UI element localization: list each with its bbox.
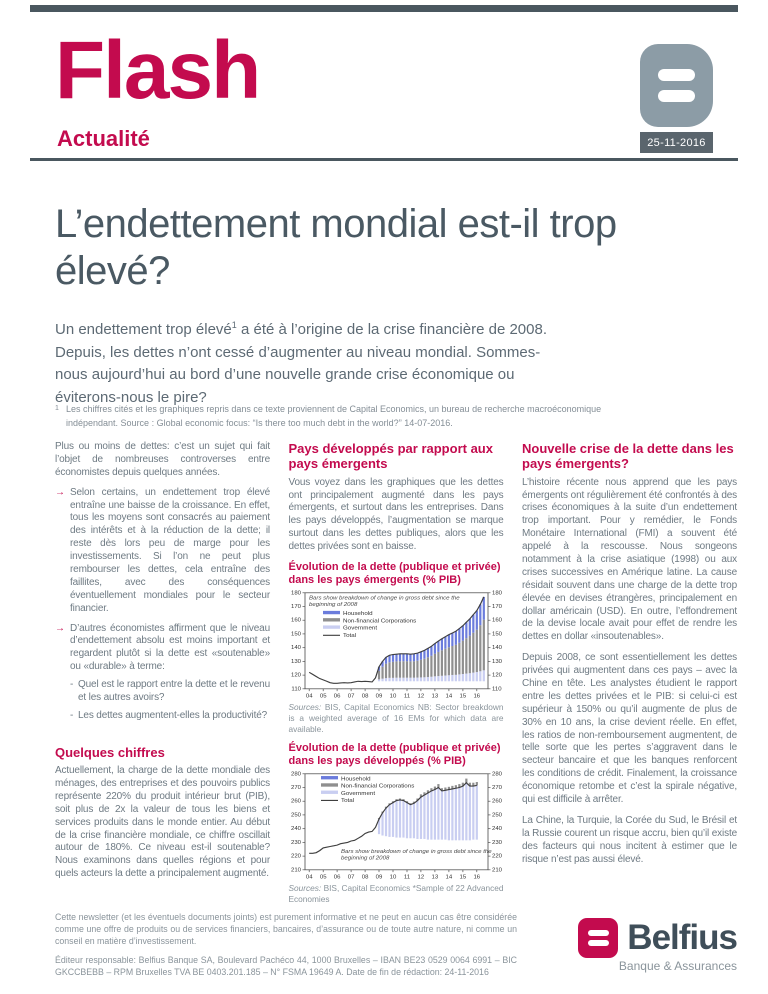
- svg-text:06: 06: [333, 694, 340, 700]
- svg-text:09: 09: [375, 694, 382, 700]
- svg-text:Total: Total: [340, 798, 354, 805]
- svg-text:06: 06: [333, 874, 340, 881]
- svg-text:280: 280: [491, 771, 502, 778]
- svg-text:Total: Total: [342, 633, 356, 640]
- svg-text:15: 15: [459, 874, 466, 881]
- equals-bar-icon: [588, 930, 609, 936]
- column-3: [522, 441, 737, 905]
- svg-text:230: 230: [290, 840, 301, 846]
- chart-title-developed: Évolution de la dette (publique et privée) dans les pays développés (% PIB): [288, 741, 501, 767]
- svg-text:280: 280: [290, 771, 301, 778]
- svg-text:210: 210: [290, 867, 301, 874]
- svg-text:15: 15: [459, 694, 466, 700]
- svg-text:150: 150: [491, 631, 502, 638]
- svg-text:16: 16: [472, 874, 480, 881]
- svg-text:09: 09: [375, 874, 382, 881]
- header-rule: [30, 158, 738, 161]
- section-heading-quelques-chiffres: Quelques chiffres: [55, 744, 165, 760]
- svg-text:230: 230: [491, 840, 502, 846]
- svg-text:270: 270: [290, 785, 301, 791]
- svg-text:16: 16: [472, 694, 480, 700]
- paragraph: Actuellement, la charge de la dette mondiale des ménages, des entreprises et des pouvoirs publics représente 220% du produit intérieur brut (PIB), soit plus de 2x la valeur de tous les biens et services produits dans le monde entier. Au début de la crise financière mondiale, ce chiffre oscillait autour de 180%. Ce niveau est-il soutenable? Nous examinons dans quelles régions et pour quels acteurs la dette a principalement augmenté.: [55, 765, 270, 880]
- page-footer: [55, 912, 737, 978]
- dash-bullet-icon: -: [70, 679, 74, 691]
- svg-text:150: 150: [290, 631, 301, 638]
- svg-text:220: 220: [491, 853, 502, 860]
- svg-text:07: 07: [347, 874, 354, 881]
- svg-text:Bars show breakdown of change: Bars show breakdown of change in gross debt since the: [308, 595, 460, 602]
- svg-text:10: 10: [389, 874, 396, 881]
- sources-label: Sources:: [288, 883, 322, 894]
- arrow-bullet: [55, 623, 270, 675]
- arrow-bullet-icon: →: [55, 622, 65, 634]
- footnote: [55, 403, 647, 430]
- dm-debt-chart: [289, 771, 504, 881]
- svg-text:260: 260: [491, 798, 502, 805]
- paragraph: L’histoire récente nous apprend que les pays émergents ont régulièrement été confrontés à des crises économiques à la suite d’un endettement trop important. Pour y remédier, le Fonds Monétaire International (FMI) a souvent été appelé à la rescousse. Nous songeons notamment à la crise asiatique (1998) ou aux crises successives en Amérique latine. La cause résidait souvent dans une charge de la dette trop élevée en devises étrangères, principalement en dollar américain (USD). En outre, l’effondrement de la devise locale avait pour effet de rendre les dettes en dollar «insoutenables».: [522, 476, 737, 643]
- chart-sources: [289, 883, 504, 905]
- page-title: L’endettement mondial est-il trop élevé?: [55, 202, 617, 293]
- footnote-text: Les chiffres cités et les graphiques repris dans ce texte proviennent de Capital Economics, un bureau de recherche macroéconomique indépendant. Source : Global economic focus: “Is there too much debt in the world?” 14-07-2016.: [66, 404, 602, 428]
- em-debt-chart: [289, 590, 504, 700]
- svg-text:260: 260: [290, 798, 301, 805]
- svg-text:07: 07: [347, 694, 354, 700]
- belfius-logo-icon: [578, 918, 618, 958]
- dash-bullet: [55, 679, 270, 705]
- intro-text: a été à l’origine de la crise financière de 2008. Depuis, les dettes n’ont cessé d’augmenter au niveau mondial. Sommes-nous aujourd’hui au bord d’une nouvelle grande crise économique ou éviterons-nous le pire?: [55, 321, 547, 406]
- bullet-text: Selon certains, un endettement trop élevé entraîne une baisse de la croissance. En effet, tous les moyens sont consacrés au paiement des intérêts et à la réduction de la dette; il reste dès lors peu de marge pour les investissements. Si l’on ne peut plus rembourser les dettes, cela entraîne des faillites, avec des conséquences éventuellement mondiales pour le secteur financier.: [70, 486, 270, 614]
- belfius-brand-block: [578, 918, 737, 973]
- paragraph: Plus ou moins de dettes: c’est un sujet qui fait l’objet de nombreuses controverses entre économistes depuis quelques années.: [55, 441, 270, 478]
- article-columns: [55, 441, 737, 905]
- intro-text: Un endettement trop élevé: [55, 321, 232, 338]
- brand-wordmark: Belfius: [627, 918, 737, 957]
- masthead-title: Flash: [55, 25, 260, 116]
- svg-text:170: 170: [491, 604, 502, 611]
- svg-text:Non-financial Corporations: Non-financial Corporations: [342, 618, 416, 625]
- svg-text:08: 08: [361, 874, 368, 881]
- svg-text:beginning of 2008: beginning of 2008: [308, 602, 357, 609]
- svg-text:170: 170: [290, 604, 301, 611]
- dash-bullet-icon: -: [70, 709, 74, 721]
- chart-title-emerging: Évolution de la dette (publique et privée) dans les pays émergents (% PIB): [288, 561, 501, 587]
- svg-text:270: 270: [491, 785, 502, 791]
- bullet-text: Quel est le rapport entre la dette et le revenu et les autres avoirs?: [78, 679, 270, 704]
- paragraph: Vous voyez dans les graphiques que les dettes ont principalement augmenté dans les pays émergents, et surtout dans les entreprises. Dans les pays développés, l’augmentation se marque surtout dans les dettes publiques, alors que les dettes privées sont en baisse.: [288, 476, 504, 553]
- svg-text:110: 110: [491, 686, 502, 693]
- dash-bullet: [55, 710, 270, 723]
- svg-text:04: 04: [305, 874, 313, 881]
- arrow-bullet-icon: →: [55, 486, 65, 498]
- column-1: [55, 441, 270, 905]
- svg-text:Government: Government: [340, 791, 375, 797]
- sources-text: BIS, Capital Economics *Sample of 22 Advanced Economies: [288, 883, 504, 904]
- svg-text:160: 160: [491, 618, 502, 624]
- svg-text:13: 13: [431, 694, 438, 700]
- belfius-logo-icon: [640, 44, 713, 127]
- svg-text:beginning of 2008: beginning of 2008: [340, 855, 389, 862]
- svg-text:08: 08: [361, 694, 368, 700]
- svg-text:12: 12: [417, 874, 424, 881]
- svg-text:11: 11: [403, 694, 410, 700]
- bullet-text: D’autres économistes affirment que le niveau d’endettement absolu est moins important et regardent plutôt si la dette est «soutenable» ou «durable» à terme:: [70, 622, 270, 673]
- svg-text:240: 240: [491, 826, 502, 833]
- svg-text:13: 13: [431, 874, 438, 881]
- sources-label: Sources:: [288, 702, 322, 713]
- top-rule: [30, 5, 738, 12]
- svg-text:120: 120: [491, 673, 502, 679]
- svg-text:240: 240: [290, 826, 301, 833]
- svg-text:140: 140: [290, 645, 301, 652]
- svg-text:05: 05: [319, 874, 327, 881]
- footnote-marker: 1: [55, 405, 59, 412]
- svg-text:250: 250: [491, 812, 502, 819]
- svg-text:Household: Household: [340, 776, 371, 783]
- svg-text:Bars show breakdown of change: Bars show breakdown of change in gross debt since the: [340, 849, 492, 856]
- edition-label: Actualité: [57, 126, 150, 151]
- chart-sources: [289, 702, 504, 734]
- svg-text:Non-financial Corporations: Non-financial Corporations: [340, 783, 414, 790]
- footer-disclaimer: Cette newsletter (et les éventuels documents joints) est purement informative et ne peut en aucun cas être considérée comme une offre de produits ou de services financiers, bancaires, d’assurance ou de toute autre nature, ni comme un conseil en matière d’investissement.: [55, 912, 517, 946]
- date-badge: 25-11-2016: [640, 132, 713, 153]
- bullet-text: Les dettes augmentent-elles la productivité?: [78, 709, 268, 721]
- equals-bar-icon: [588, 940, 609, 946]
- paragraph: Depuis 2008, ce sont essentiellement les dettes privées qui augmentent dans ces pays – avec la Chine en tête. Les analystes étudient le rapport entre les dettes privées et le PIB: si celui-ci est supérieur à 150% ou qu’il augmente de plus de 30% en 10 ans, la crise devient réelle. En effet, les ratios de non-remboursement augmentent, de telle sorte que les pertes s’aggravent dans le secteur bancaire et que les banques renforcent les conditions de crédit. Finalement, la croissance économique retombe et c’est la spirale négative, qui est difficile à arrêter.: [522, 652, 737, 806]
- svg-text:180: 180: [491, 590, 502, 597]
- svg-text:140: 140: [491, 645, 502, 652]
- svg-text:Household: Household: [342, 611, 373, 618]
- svg-text:210: 210: [491, 867, 502, 874]
- brand-tagline: Banque & Assurances: [618, 959, 737, 973]
- svg-text:05: 05: [319, 694, 327, 700]
- svg-text:120: 120: [290, 673, 301, 679]
- section-heading-pays-developpes: Pays développés par rapport aux pays émergents: [288, 441, 493, 472]
- svg-text:04: 04: [305, 694, 313, 700]
- arrow-bullet: [55, 487, 270, 616]
- equals-bar-icon: [658, 69, 695, 81]
- paragraph: La Chine, la Turquie, la Corée du Sud, le Brésil et la Russie courent un risque accru, bien qu’il existe des facteurs qui nous incitent à estimer que le risque n’est pas aussi élevé.: [522, 814, 737, 865]
- svg-text:250: 250: [290, 812, 301, 819]
- svg-text:Government: Government: [342, 626, 377, 633]
- svg-text:12: 12: [417, 694, 424, 700]
- sources-text: BIS, Capital Economics NB: Sector breakdown is a weighted average of 16 EMs for which data are available.: [288, 702, 504, 734]
- svg-text:130: 130: [491, 659, 502, 666]
- column-2: [289, 441, 504, 905]
- section-heading-nouvelle-crise: Nouvelle crise de la dette dans les pays émergents?: [522, 441, 734, 472]
- footnote-reference: 1: [231, 320, 237, 330]
- svg-text:14: 14: [445, 694, 452, 700]
- brand-row: [578, 918, 737, 958]
- svg-text:110: 110: [290, 686, 301, 693]
- svg-text:220: 220: [290, 853, 301, 860]
- svg-text:130: 130: [290, 659, 301, 666]
- svg-text:10: 10: [389, 694, 396, 700]
- svg-text:160: 160: [290, 618, 301, 624]
- equals-bar-icon: [658, 90, 695, 102]
- svg-text:180: 180: [290, 590, 301, 597]
- svg-text:11: 11: [403, 874, 410, 881]
- footer-publisher: Éditeur responsable: Belfius Banque SA, Boulevard Pachéco 44, 1000 Bruxelles – IBAN BE23 0529 0064 6991 – BIC GKCCBEBB – RPM Bruxelles TVA BE 0403.201.185 – N° FSMA 19649 A. Date de fin de rédaction: 24-11-2016: [55, 954, 517, 977]
- intro-paragraph: [55, 319, 560, 409]
- svg-text:14: 14: [445, 874, 452, 881]
